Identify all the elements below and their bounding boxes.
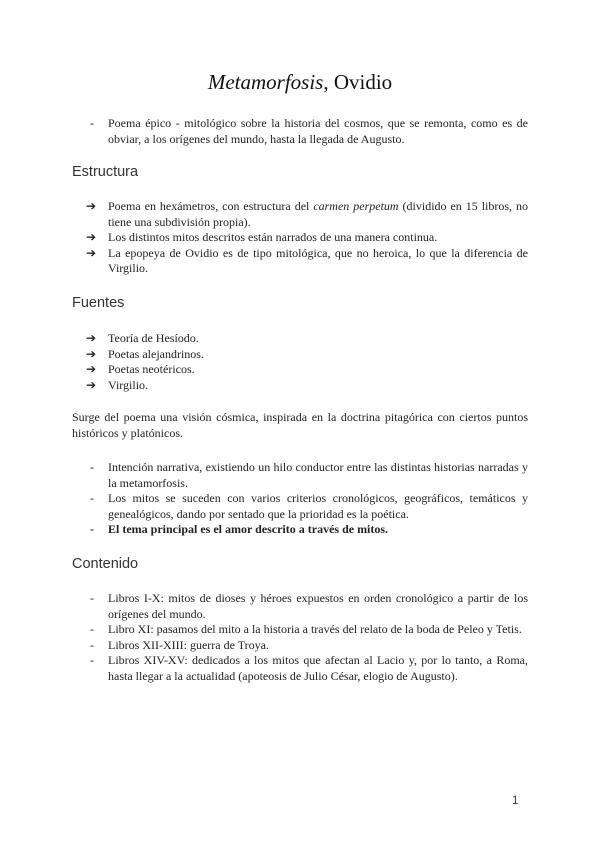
dash-marker: - (90, 460, 94, 474)
list-item: ➔ Poetas alejandrinos. (86, 346, 204, 361)
page-number: 1 (512, 795, 519, 807)
title-separator: , (323, 70, 329, 94)
arrow-icon: ➔ (86, 362, 97, 376)
title-author: Ovidio (328, 70, 393, 94)
list-item: ➔ Virgilio. (86, 377, 149, 392)
list-item: ➔ Poetas neotéricos. (86, 362, 195, 376)
page-title (0, 70, 600, 95)
section-heading-fuentes: Fuentes (72, 295, 125, 311)
list-item: ➔ Teoría de Hesíodo. (86, 331, 199, 345)
list-item: - Libro XI: pasamos del mito a la historia a través del relato de la boda de Peleo y Tetis. (90, 622, 522, 636)
contenido-list (72, 591, 528, 684)
arrow-icon: ➔ (86, 199, 97, 213)
intro-list (72, 116, 528, 147)
title-work: Metamorfosis (207, 70, 324, 94)
list-item: - Intención narrativa, existiendo un hilo conductor entre las distintas historias narradas y la metamorfosis. (90, 460, 528, 490)
dash-marker: - (90, 522, 94, 536)
arrow-icon: ➔ (86, 377, 97, 392)
section-heading-estructura: Estructura (72, 164, 139, 180)
list-item: - Libros I-X: mitos de dioses y héroes expuestos en orden cronológico a partir de los orígenes del mundo. (90, 591, 528, 621)
list-item: - Libros XII-XIII: guerra de Troya. (90, 637, 269, 652)
carmen-perpetum-term: carmen perpetum (313, 199, 399, 213)
arrow-icon: ➔ (86, 245, 97, 260)
list-item: ➔ Los distintos mitos descritos están narrados de una manera continua. (86, 230, 438, 244)
dash-marker: - (90, 491, 94, 505)
dash-marker: - (90, 637, 94, 652)
section-heading-contenido: Contenido (72, 556, 139, 572)
notes-list (72, 460, 528, 538)
list-item-main-theme: - El tema principal es el amor descrito a través de mitos. (90, 522, 389, 536)
list-item: - Poema épico - mitológico sobre la historia del cosmos, que se remonta, como es de obviar, a los orígenes del mundo, hasta la llegada de Augusto. (90, 116, 528, 146)
arrow-icon: ➔ (86, 331, 97, 345)
fuentes-list (72, 331, 528, 393)
dash-marker: - (90, 116, 94, 130)
list-item: ➔ Poema en hexámetros, con estructura del carmen perpetum (dividido en 15 libros, no tiene una subdivisión propia). (86, 199, 528, 229)
estructura-list (72, 199, 528, 277)
list-item: - Los mitos se suceden con varios criterios cronológicos, geográficos, temáticos y genealógicos, dando por sentado que la prioridad es la poética. (90, 491, 528, 521)
arrow-icon: ➔ (86, 230, 97, 244)
dash-marker: - (90, 591, 94, 605)
body-paragraph: Surge del poema una visión cósmica, inspirada en la doctrina pitagórica con ciertos puntos históricos y platónicos. (72, 410, 528, 440)
dash-marker: - (90, 653, 94, 667)
dash-marker: - (90, 622, 94, 636)
list-item: ➔ La epopeya de Ovidio es de tipo mitológica, que no heroica, lo que la diferencia de Virgilio. (86, 245, 528, 275)
list-item: - Libros XIV-XV: dedicados a los mitos que afectan al Lacio y, por lo tanto, a Roma, hasta llegar a la actualidad (apoteosis de Julio César, elogio de Augusto). (90, 653, 528, 683)
arrow-icon: ➔ (86, 346, 97, 361)
